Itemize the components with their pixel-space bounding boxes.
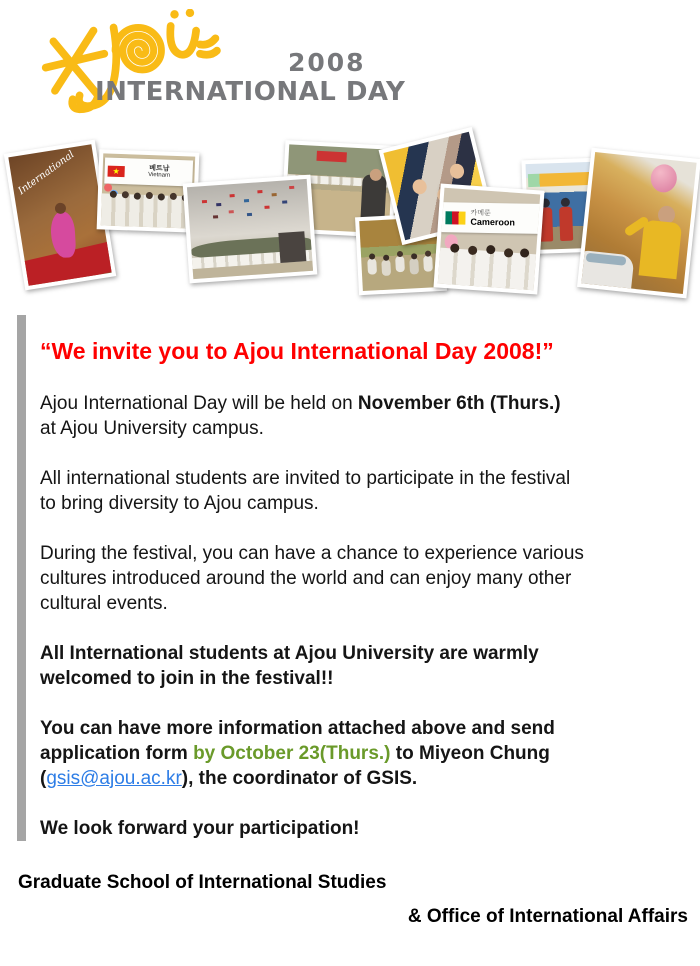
paragraph-invited: [40, 466, 665, 516]
vietnam-flag-icon: ★: [107, 165, 124, 177]
paragraph-application: [40, 716, 665, 791]
string-flags: [202, 200, 207, 203]
welcome-line1: All International students at Ajou University are warmly: [40, 643, 539, 664]
paragraph-welcome: [40, 641, 665, 691]
footer-oia: & Office of International Affairs: [407, 906, 688, 927]
yellow-sweater-man: [639, 220, 683, 280]
cameroon-banner: [439, 202, 540, 234]
paren-open: (: [40, 768, 47, 789]
paragraph-closing: We look forward your participation!: [40, 818, 360, 839]
student-group: [438, 248, 536, 291]
experience-line3: cultural events.: [40, 593, 168, 614]
photo-cameroon-booth-image: [438, 188, 540, 290]
person-head: [561, 198, 570, 207]
photo-cameroon-booth: [433, 183, 544, 294]
vietnam-caption-ko: 베트남: [149, 165, 170, 173]
email-link[interactable]: gsis@ajou.ac.kr: [46, 768, 182, 789]
experience-line1: During the festival, you can have a chance to experience various: [40, 543, 584, 564]
paragraph-date: [40, 391, 665, 441]
footer-gsis: Graduate School of International Studies: [18, 872, 387, 893]
red-banner: [316, 151, 346, 163]
welcome-line2: welcomed to join in the festival!!: [40, 668, 334, 689]
paragraph-experience: [40, 541, 665, 616]
date-bold: November 6th (Thurs.): [357, 393, 561, 414]
face: [411, 178, 428, 196]
red-hanbok-figure: [559, 207, 573, 241]
student-group: [101, 193, 194, 228]
invitation-body: [17, 315, 665, 841]
invited-line1: All international students are invited to participate in the festival: [40, 468, 571, 489]
application-line1: You can have more information attached above and send: [40, 718, 555, 739]
cameroon-flag-icon: [445, 211, 465, 224]
application-line2-pre: application form: [40, 743, 194, 764]
dancer-figure: [50, 211, 76, 258]
photo-balloon-man-image: [581, 152, 696, 294]
vietnam-caption-en: Vietnam: [148, 171, 171, 179]
photo-caption: International: [16, 149, 77, 198]
date-text: Ajou International Day will be held on: [40, 393, 358, 414]
invited-line2: to bring diversity to Ajou campus.: [40, 493, 319, 514]
experience-line2: cultures introduced around the world and can enjoy many other: [40, 568, 572, 589]
application-line3-close: ), the coordinator of GSIS.: [181, 768, 418, 789]
invitation-heading: “We invite you to Ajou International Day 2008!”: [40, 338, 554, 364]
photo-flag-strings-image: [187, 179, 313, 279]
booth-banner: [528, 172, 592, 187]
application-line2-post: to Miyeon Chung: [390, 743, 550, 764]
logo-title: INTERNATIONAL DAY: [95, 77, 406, 107]
stage: [278, 231, 306, 263]
deadline-text: by October 23(Thurs.): [193, 743, 391, 764]
photo-balloon-man: [577, 148, 700, 299]
photo-collage: [0, 0, 700, 310]
logo-year: 2008: [288, 48, 366, 77]
photo-flag-strings-sky: [183, 175, 318, 284]
photo-vietnam-booth-image: [101, 153, 195, 228]
people-holding-hands: [367, 258, 377, 274]
pink-balloon: [649, 163, 678, 194]
date-text-line2: at Ajou University campus.: [40, 418, 264, 439]
face: [448, 162, 465, 180]
vietnam-banner: [104, 157, 193, 186]
cameroon-caption-en: Cameroon: [470, 216, 515, 228]
cameroon-caption-ko: 카메룬: [470, 209, 491, 218]
